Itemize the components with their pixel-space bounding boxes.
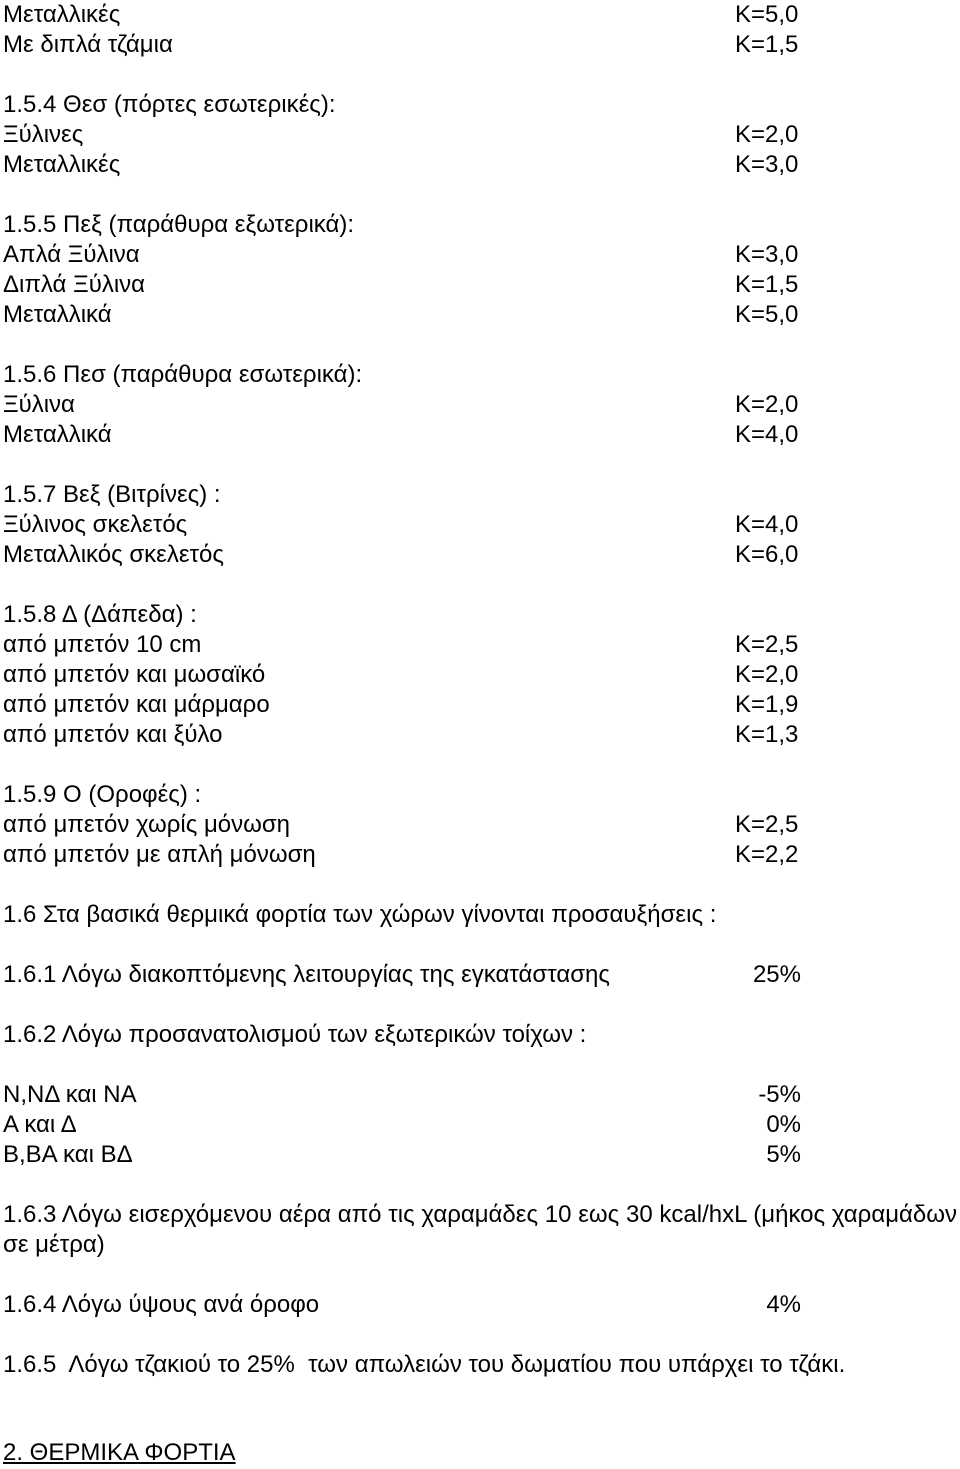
item-label: από μπετόν και ξύλο <box>3 721 223 748</box>
item-value: 4% <box>766 1291 801 1318</box>
section-heading: 1.5.4 Θεσ (πόρτες εσωτερικές): <box>3 91 336 118</box>
section-heading: 1.5.5 Πεξ (παράθυρα εξωτερικά): <box>3 211 355 238</box>
section-heading: 1.5.6 Πεσ (παράθυρα εσωτερικά): <box>3 361 363 388</box>
item-label: Απλά Ξύλινα <box>3 241 140 268</box>
section-heading: 1.6 Στα βασικά θερμικά φορτία των χώρων γίνονται προσαυξήσεις : <box>3 901 717 928</box>
paragraph: 1.6.3 Λόγω εισερχόμενου αέρα από τις χαραμάδες 10 εως 30 kcal/hxL (μήκος χαραμάδων σε μέτρα) <box>3 1201 957 1258</box>
item-value: Κ=2,0 <box>735 121 799 148</box>
item-value: Κ=2,2 <box>735 841 799 868</box>
list-item <box>3 840 801 870</box>
list-item <box>3 540 801 570</box>
item-value: Κ=4,0 <box>735 421 799 448</box>
list-item <box>3 120 801 150</box>
item-value: -5% <box>758 1081 801 1108</box>
list-item <box>3 630 801 660</box>
item-label: Ξύλινος σκελετός <box>3 511 188 538</box>
item-value: Κ=2,5 <box>735 811 799 838</box>
item-value: 25% <box>752 961 801 988</box>
list-item <box>3 0 801 30</box>
item-value: Κ=4,0 <box>735 511 799 538</box>
item-label: Μεταλλικά <box>3 301 112 328</box>
list-item <box>3 960 801 990</box>
item-value: Κ=2,0 <box>735 391 799 418</box>
item-label: από μπετόν και μάρμαρο <box>3 691 270 718</box>
section-title: 2. ΘΕΡΜΙΚΑ ΦΟΡΤΙΑ <box>3 1439 236 1466</box>
item-label: από μπετόν 10 cm <box>3 631 202 658</box>
item-value: Κ=5,0 <box>735 301 799 328</box>
item-label: Ν,ΝΔ και ΝΑ <box>3 1081 137 1108</box>
item-value: Κ=1,3 <box>735 721 799 748</box>
item-label: Μεταλλικές <box>3 1 121 28</box>
item-value: Κ=5,0 <box>735 1 799 28</box>
item-label: Με διπλά τζάμια <box>3 31 173 58</box>
paragraph: 1.6.5 Λόγω τζακιού το 25% των απωλειών του δωματίου που υπάρχει το τζάκι. <box>3 1351 846 1378</box>
item-value: 0% <box>766 1111 801 1138</box>
item-label: από μπετόν χωρίς μόνωση <box>3 811 291 838</box>
list-item <box>3 1290 801 1320</box>
section-heading: 1.5.7 Βεξ (Βιτρίνες) : <box>3 481 221 508</box>
item-value: Κ=1,5 <box>735 271 799 298</box>
list-item <box>3 1110 801 1140</box>
item-label: Διπλά Ξύλινα <box>3 271 146 298</box>
list-item <box>3 720 801 750</box>
section-heading: 1.5.8 Δ (Δάπεδα) : <box>3 601 197 628</box>
section-heading: 1.6.2 Λόγω προσανατολισμού των εξωτερικών τοίχων : <box>3 1021 587 1048</box>
item-value: Κ=3,0 <box>735 241 799 268</box>
item-label: Μεταλλικά <box>3 421 112 448</box>
list-item <box>3 390 801 420</box>
list-item <box>3 150 801 180</box>
list-item <box>3 30 801 60</box>
list-item <box>3 300 801 330</box>
item-label: Ξύλινες <box>3 121 84 148</box>
item-label: Β,ΒΑ και ΒΔ <box>3 1141 133 1168</box>
list-item <box>3 1080 801 1110</box>
item-value: Κ=2,5 <box>735 631 799 658</box>
list-item <box>3 810 801 840</box>
list-item <box>3 510 801 540</box>
item-label: 1.6.1 Λόγω διακοπτόμενης λειτουργίας της εγκατάστασης <box>3 961 610 988</box>
item-label: 1.6.4 Λόγω ύψους ανά όροφο <box>3 1291 320 1318</box>
item-label: Ξύλινα <box>3 391 75 418</box>
item-value: Κ=2,0 <box>735 661 799 688</box>
item-label: Α και Δ <box>3 1111 77 1138</box>
item-label: Μεταλλικές <box>3 151 121 178</box>
section-heading: 1.5.9 Ο (Οροφές) : <box>3 781 202 808</box>
item-value: 5% <box>766 1141 801 1168</box>
list-item <box>3 270 801 300</box>
list-item <box>3 420 801 450</box>
item-label: από μπετόν και μωσαϊκό <box>3 661 266 688</box>
list-item <box>3 240 801 270</box>
item-label: από μπετόν με απλή μόνωση <box>3 841 316 868</box>
item-value: Κ=3,0 <box>735 151 799 178</box>
item-value: Κ=1,9 <box>735 691 799 718</box>
item-label: Μεταλλικός σκελετός <box>3 541 224 568</box>
list-item <box>3 1140 801 1170</box>
list-item <box>3 690 801 720</box>
item-value: Κ=6,0 <box>735 541 799 568</box>
list-item <box>3 660 801 690</box>
item-value: Κ=1,5 <box>735 31 799 58</box>
